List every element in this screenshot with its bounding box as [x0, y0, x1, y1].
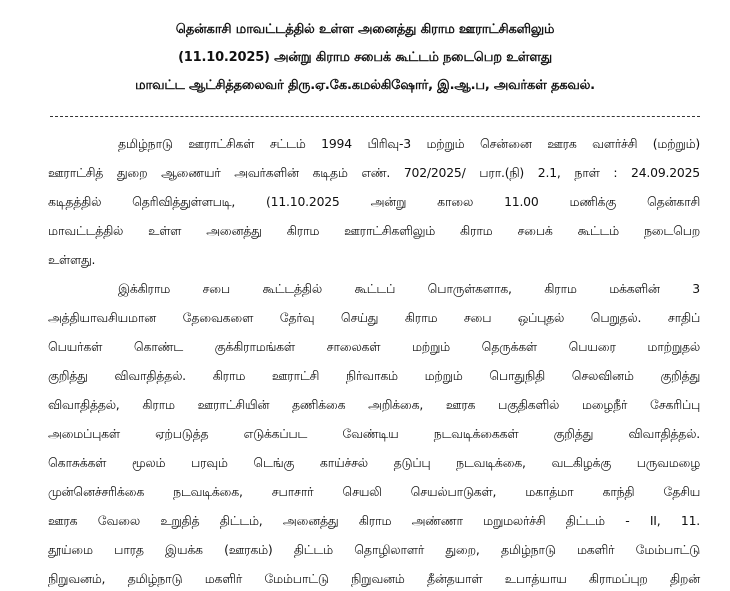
para2-line: தூய்மை பாரத இயக்க (ஊரகம்) திட்டம் தொழிலாளர் துறை, தமிழ்நாடு மகளிர் மேம்பாட்டு: [48, 542, 700, 557]
para2-line: கொசுக்கள் மூலம் பரவும் டெங்கு காய்ச்சல் தடுப்பு நடவடிக்கை, வடகிழக்கு பருவமழை: [48, 455, 700, 470]
para1-line: மாவட்டத்தில் உள்ள அனைத்து கிராம ஊராட்சிகளிலும் கிராம சபைக் கூட்டம் நடைபெற: [48, 223, 700, 238]
para2-line: ஊரக வேலை உறுதித் திட்டம், அனைத்து கிராம அண்ணா மறுமலர்ச்சி திட்டம் - II, 11.: [48, 513, 700, 528]
title-line-2: (11.10.2025) அன்று கிராம சபைக் கூட்டம் நடைபெற உள்ளது: [178, 50, 552, 65]
para2-line: நிறுவனம், தமிழ்நாடு மகளிர் மேம்பாட்டு நிறுவனம் தீன்தயாள் உபாத்யாய கிராமப்புற திறன்: [48, 571, 700, 586]
para2-line: விவாதித்தல், கிராம ஊராட்சியின் தணிக்கை அறிக்கை, ஊரக பகுதிகளில் மழைநீர் சேகரிப்பு: [48, 397, 700, 412]
para2-line: அத்தியாவசியமான தேவைகளை தேர்வு செய்து கிராம சபை ஒப்புதல் பெறுதல். சாதிப்: [48, 310, 700, 325]
para2-line: இக்கிராம சபை கூட்டத்தில் கூட்டப் பொருள்களாக, கிராம மக்களின் 3: [118, 281, 700, 296]
para2-line: முன்னெச்சரிக்கை நடவடிக்கை, சபாசார் செயலி செயல்பாடுகள், மகாத்மா காந்தி தேசிய: [48, 484, 700, 499]
para2-line: குறித்து விவாதித்தல். கிராம ஊராட்சி நிர்வாகம் மற்றும் பொதுநிதி செலவினம் குறித்து: [48, 368, 700, 383]
para1-line: கடிதத்தில் தெரிவித்துள்ளபடி, (11.10.2025 அன்று காலை 11.00 மணிக்கு தென்காசி: [48, 194, 700, 209]
dashed-divider: [50, 116, 700, 117]
para1-line: உள்ளது.: [48, 252, 96, 267]
para1-line: ஊராட்சித் துறை ஆணையர் அவர்களின் கடிதம் எண். 702/2025/ பரா.(நி) 2.1, நாள் : 24.09.2025: [48, 165, 700, 180]
para2-line: அமைப்புகள் ஏற்படுத்த எடுக்கப்பட வேண்டிய நடவடிக்கைகள் குறித்து விவாதித்தல்.: [48, 426, 700, 441]
para1-line: தமிழ்நாடு ஊராட்சிகள் சட்டம் 1994 பிரிவு-3 மற்றும் சென்னை ஊரக வளர்ச்சி (மற்றும்): [118, 136, 700, 151]
para2-line: பெயர்கள் கொண்ட குக்கிராமங்கள் சாலைகள் மற்றும் தெருக்கள் பெயரை மாற்றுதல்: [48, 339, 700, 354]
title-line-3: மாவட்ட ஆட்சித்தலைவர் திரு.ஏ.கே.கமல்கிஷோர், இ.ஆ.ப, அவர்கள் தகவல்.: [135, 78, 595, 93]
title-line-1: தென்காசி மாவட்டத்தில் உள்ள அனைத்து கிராம ஊராட்சிகளிலும்: [175, 22, 555, 37]
